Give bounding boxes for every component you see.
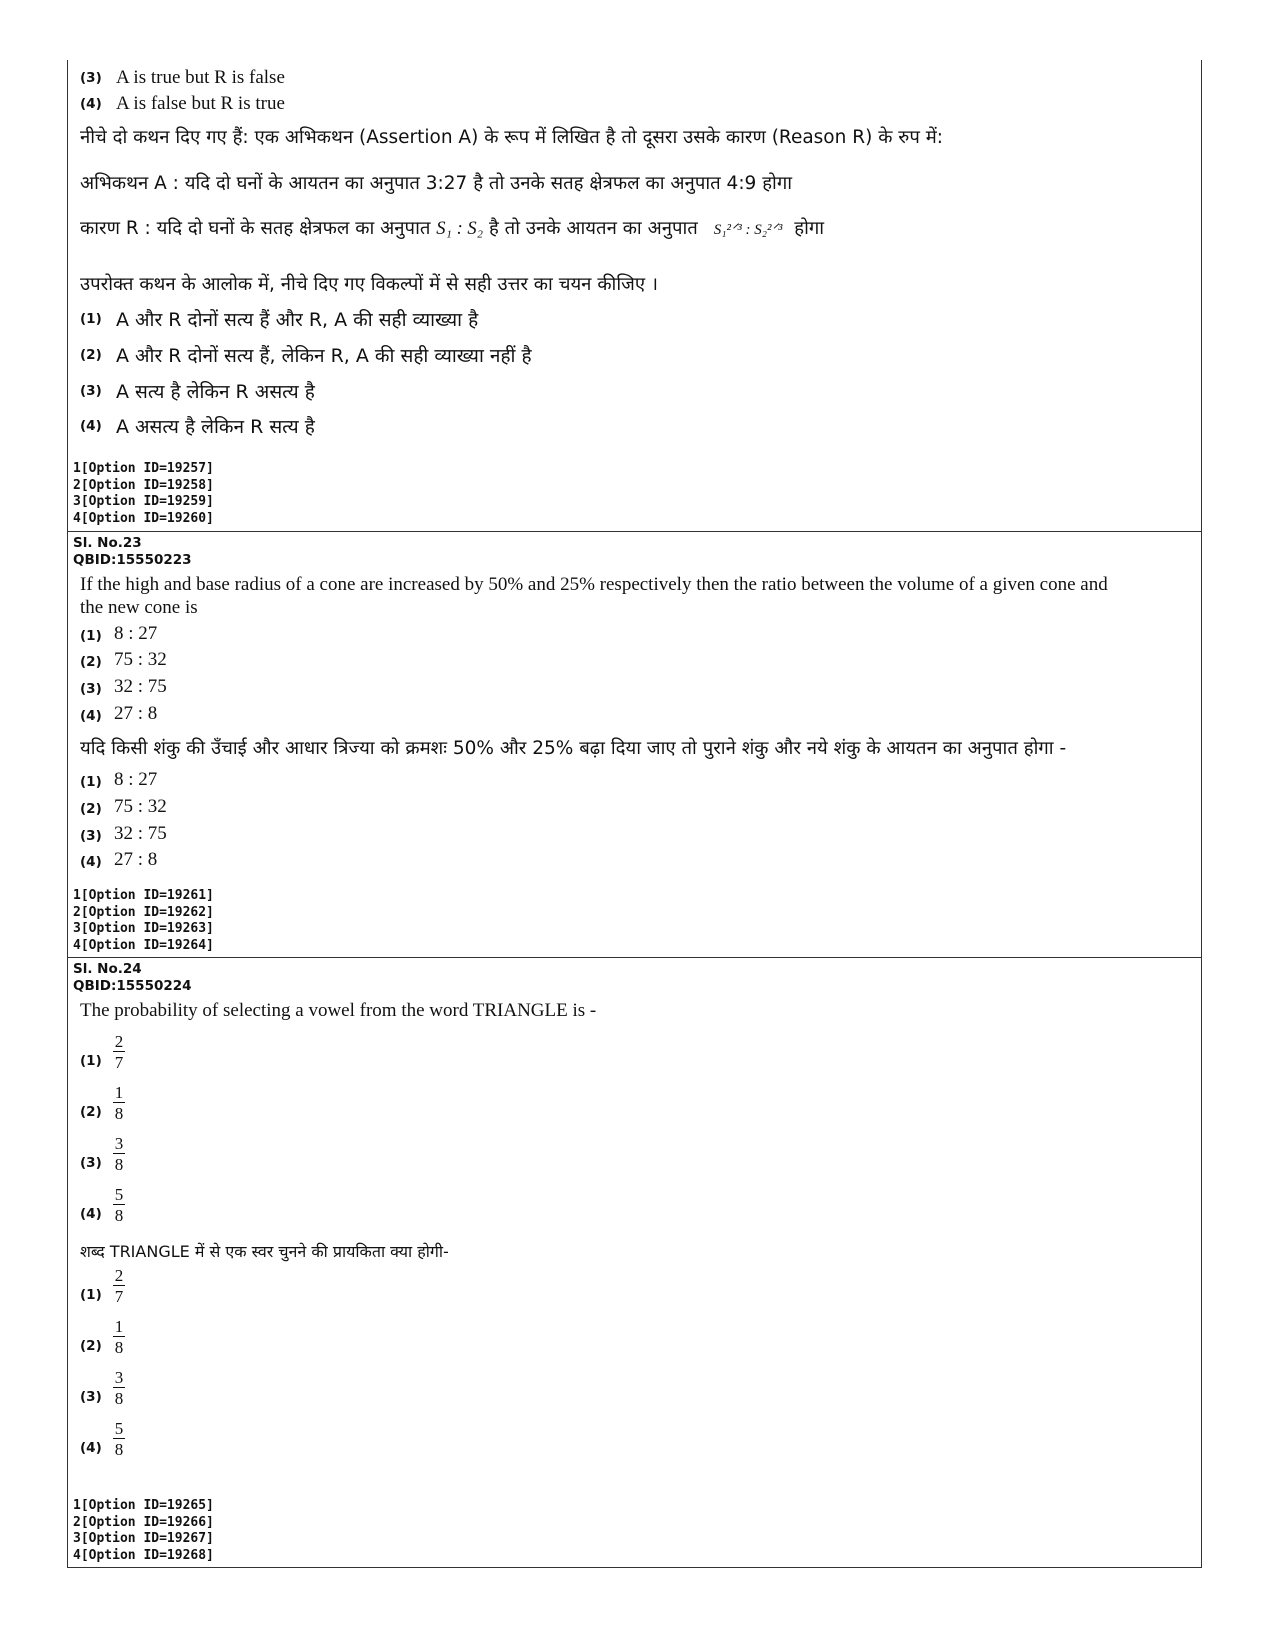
option-number: (4) — [80, 854, 102, 870]
option-text: A is true but R is false — [116, 67, 285, 88]
option-number: (4) — [80, 418, 102, 434]
option-number: (3) — [80, 828, 102, 844]
option-id: 4[Option ID=19268] — [73, 1547, 214, 1563]
fraction-numerator: 1 — [114, 1083, 124, 1102]
fraction-denominator: 8 — [114, 1155, 124, 1174]
option-fraction — [112, 1318, 126, 1356]
option-fraction — [112, 1084, 126, 1122]
option-number: (1) — [80, 1287, 102, 1303]
option-number: (4) — [80, 708, 102, 724]
serial-number: Sl. No.23 — [73, 535, 142, 551]
option-number: (2) — [80, 801, 102, 817]
option-id: 1[Option ID=19261] — [73, 888, 214, 903]
fraction-denominator: 7 — [114, 1053, 124, 1072]
question-intro-hindi: नीचे दो कथन दिए गए हैं: एक अभिकथन (Assertion A) के रूप में लिखित है तो दूसरा उसके कारण (Reason R) के रुप में: — [80, 127, 944, 148]
option-text: 8 : 27 — [114, 769, 158, 790]
option-fraction — [112, 1267, 126, 1305]
option-text: 75 : 32 — [114, 649, 167, 670]
option-number: (3) — [80, 70, 102, 86]
fraction-denominator: 8 — [114, 1104, 124, 1123]
reason-part: है तो उनके आयतन का अनुपात — [488, 218, 698, 239]
fraction-numerator: 2 — [114, 1266, 124, 1285]
instruction-hindi: उपरोक्त कथन के आलोक में, नीचे दिए गए विकल्पों में से सही उत्तर का चयन कीजिए । — [80, 274, 658, 295]
row-divider — [67, 531, 1202, 532]
question-text-english: The probability of selecting a vowel from the word TRIANGLE is - — [80, 1000, 597, 1021]
option-id: 4[Option ID=19264] — [73, 937, 214, 953]
option-number: (4) — [80, 96, 102, 112]
option-text: A is false but R is true — [116, 93, 285, 114]
option-text: 8 : 27 — [114, 623, 158, 644]
option-fraction — [112, 1420, 126, 1458]
question-bank-id: QBID:15550224 — [73, 977, 192, 994]
option-number: (3) — [80, 681, 102, 697]
option-text: 32 : 75 — [114, 823, 167, 844]
option-number: (1) — [80, 628, 102, 644]
option-number: (2) — [80, 347, 102, 363]
question-meta — [73, 535, 192, 568]
option-id: 2[Option ID=19266] — [73, 1514, 214, 1530]
option-id-list — [73, 888, 214, 954]
option-number: (2) — [80, 654, 102, 670]
option-number: (2) — [80, 1338, 102, 1354]
option-text: 75 : 32 — [114, 796, 167, 817]
option-text: A और R दोनों सत्य हैं, लेकिन R, A की सही व्याख्या नहीं है — [116, 345, 532, 367]
math-expression: S₁ : S₂ — [436, 219, 484, 239]
question-text-hindi: शब्द TRIANGLE में से एक स्वर चुनने की प्रायकिता क्या होगी- — [80, 1242, 449, 1261]
question-text-english: If the high and base radius of a cone are increased by 50% and 25% respectively then the ratio between the volume of a given cone and the new cone is — [80, 574, 1108, 618]
option-number: (3) — [80, 1155, 102, 1171]
fraction-denominator: 8 — [114, 1338, 124, 1357]
option-text: A असत्य है लेकिन R सत्य है — [116, 416, 315, 438]
option-fraction — [112, 1135, 126, 1173]
option-id: 3[Option ID=19263] — [73, 921, 214, 936]
option-id-list — [73, 1498, 214, 1564]
fraction-denominator: 8 — [114, 1440, 124, 1459]
fraction-numerator: 2 — [114, 1032, 124, 1051]
option-number: (3) — [80, 1389, 102, 1405]
option-number: (2) — [80, 1104, 102, 1120]
math-expression: S₁²ᐟ³ : S₂²ᐟ³ — [713, 222, 783, 238]
option-number: (1) — [80, 311, 102, 327]
fraction-numerator: 3 — [114, 1134, 124, 1153]
option-id: 1[Option ID=19257] — [73, 461, 214, 476]
option-fraction — [112, 1033, 126, 1071]
fraction-numerator: 1 — [114, 1317, 124, 1336]
option-text: A और R दोनों सत्य हैं और R, A की सही व्याख्या है — [116, 309, 479, 331]
option-text: 27 : 8 — [114, 849, 158, 870]
fraction-denominator: 8 — [114, 1389, 124, 1408]
option-id: 3[Option ID=19267] — [73, 1531, 214, 1546]
option-text: A सत्य है लेकिन R असत्य है — [116, 381, 315, 403]
option-fraction — [112, 1186, 126, 1224]
option-number: (1) — [80, 1053, 102, 1069]
option-number: (4) — [80, 1440, 102, 1456]
reason-part: कारण R : यदि दो घनों के सतह क्षेत्रफल का अनुपात — [80, 218, 431, 239]
option-text: 27 : 8 — [114, 703, 158, 724]
assertion-text: अभिकथन A : यदि दो घनों के आयतन का अनुपात 3:27 है तो उनके सतह क्षेत्रफल का अनुपात 4:9 होगा — [80, 173, 793, 194]
option-id: 1[Option ID=19265] — [73, 1498, 214, 1513]
option-number: (1) — [80, 774, 102, 790]
row-divider — [67, 957, 1202, 958]
serial-number: Sl. No.24 — [73, 961, 142, 977]
option-number: (3) — [80, 383, 102, 399]
fraction-denominator: 7 — [114, 1287, 124, 1306]
option-id: 2[Option ID=19262] — [73, 904, 214, 920]
option-id: 2[Option ID=19258] — [73, 477, 214, 493]
question-meta — [73, 961, 192, 994]
option-fraction — [112, 1369, 126, 1407]
question-bank-id: QBID:15550223 — [73, 551, 192, 568]
fraction-numerator: 5 — [114, 1185, 124, 1204]
option-number: (4) — [80, 1206, 102, 1222]
option-text: 32 : 75 — [114, 676, 167, 697]
reason-part: होगा — [794, 218, 825, 239]
reason-text — [80, 215, 824, 240]
fraction-numerator: 5 — [114, 1419, 124, 1438]
fraction-numerator: 3 — [114, 1368, 124, 1387]
option-id: 4[Option ID=19260] — [73, 510, 214, 526]
option-id: 3[Option ID=19259] — [73, 494, 214, 509]
question-text-hindi: यदि किसी शंकु की उँचाई और आधार त्रिज्या को क्रमशः 50% और 25% बढ़ा दिया जाए तो पुराने शंकु और नये शंकु के आयतन का अनुपात होगा - — [80, 738, 1067, 759]
option-id-list — [73, 461, 214, 527]
fraction-denominator: 8 — [114, 1206, 124, 1225]
